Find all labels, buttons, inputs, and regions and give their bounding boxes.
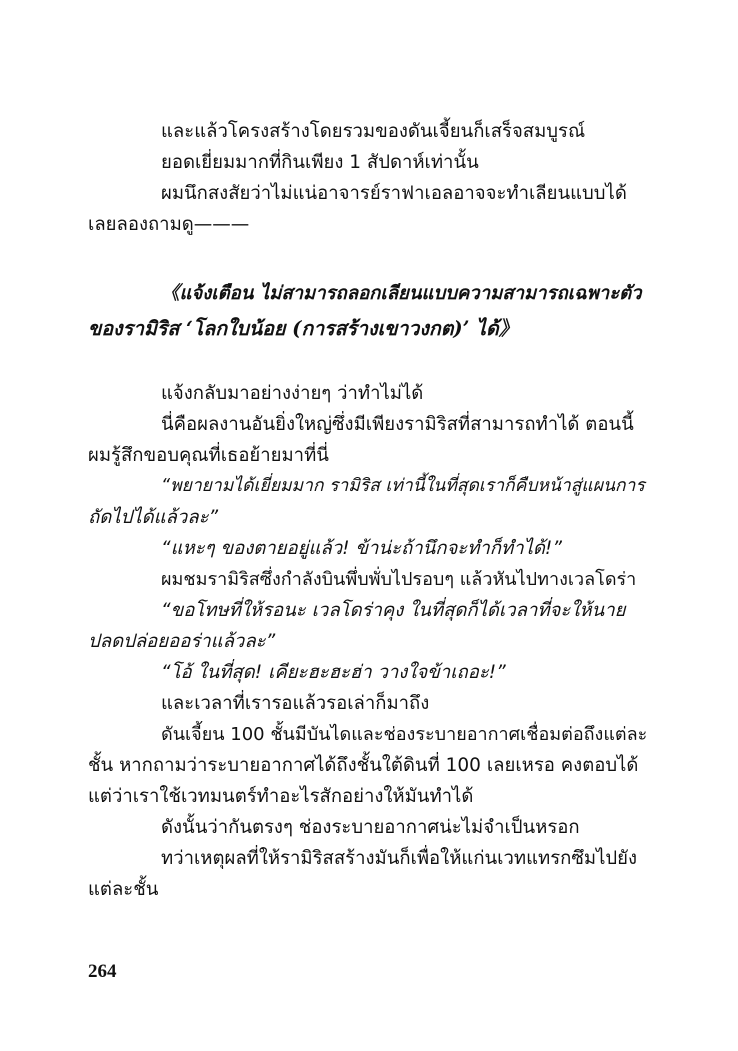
paragraph-line: ทว่าเหตุผลที่ให้รามิริสสร้างมันก็เพื่อให้แก่นเวทแทรกซึมไปยัง <box>161 848 638 869</box>
notice-line-1: 《แจ้งเตือน ไม่สามารถลอกเลียนแบบความสามารถเฉพาะตัว <box>161 283 642 304</box>
dialogue-line: ปลดปล่อยออร่าแล้วละ” <box>88 631 276 652</box>
paragraph-line: และเวลาที่เรารอแล้วรอเล่าก็มาถึง <box>161 693 430 714</box>
dialogue-line: “แหะๆ ของตายอยู่แล้ว! ข้าน่ะถ้านึกจะทำก็ทำได้!” <box>161 538 562 559</box>
bottom-paragraphs <box>88 378 648 905</box>
paragraph-line: ชั้น หากถามว่าระบายอากาศได้ถึงชั้นใต้ดินที่ 100 เลยเหรอ คงตอบได้ <box>88 755 639 776</box>
dialogue-line: “โอ้ ในที่สุด! เคียะฮะฮะฮ่า วางใจข้าเถอะ!” <box>161 662 506 683</box>
dialogue-line: “ขอโทษที่ให้รอนะ เวลโดร่าคุง ในที่สุดก็ได้เวลาที่จะให้นาย <box>161 600 626 621</box>
paragraph-line: ผมรู้สึกขอบคุณที่เธอย้ายมาที่นี่ <box>88 445 329 466</box>
paragraph-line: นี่คือผลงานอันยิ่งใหญ่ซึ่งมีเพียงรามิริสที่สามารถทำได้ ตอนนี้ <box>161 414 634 435</box>
top-paragraphs <box>88 116 648 240</box>
paragraph-line: ผมชมรามิริสซึ่งกำลังบินพึ่บพั่บไปรอบๆ แล้วหันไปทางเวลโดร่า <box>161 569 637 590</box>
paragraph-line: ดังนั้นว่ากันตรงๆ ช่องระบายอากาศน่ะไม่จำเป็นหรอก <box>161 817 580 838</box>
dialogue-line: ถัดไปได้แล้วละ” <box>88 507 219 528</box>
paragraph-line: และแล้วโครงสร้างโดยรวมของดันเจี้ยนก็เสร็จสมบูรณ์ <box>161 121 586 142</box>
paragraph-line: แจ้งกลับมาอย่างง่ายๆ ว่าทำไม่ได้ <box>161 383 424 404</box>
paragraph-line: เลยลองถามดู——— <box>88 214 250 235</box>
paragraph-line: ผมนึกสงสัยว่าไม่แน่อาจารย์ราฟาเอลอาจจะทำเลียนแบบได้ <box>161 183 627 204</box>
paragraph-line: ดันเจี้ยน 100 ชั้นมีบันไดและช่องระบายอากาศเชื่อมต่อถึงแต่ละ <box>161 724 648 745</box>
dialogue-line: “พยายามได้เยี่ยมมาก รามิริส เท่านี้ในที่สุดเราก็คืบหน้าสู่แผนการ <box>161 476 645 496</box>
paragraph-line: แต่ละชั้น <box>88 879 159 900</box>
page-number: 264 <box>88 961 117 982</box>
system-notice <box>88 276 648 346</box>
paragraph-line: แต่ว่าเราใช้เวทมนตร์ทำอะไรสักอย่างให้มันทำได้ <box>88 786 474 807</box>
notice-line-2: ของรามิริส ‘โลกใบน้อย (การสร้างเขาวงกต)’ ได้》 <box>88 317 519 340</box>
paragraph-line: ยอดเยี่ยมมากที่กินเพียง 1 สัปดาห์เท่านั้น <box>161 152 479 173</box>
